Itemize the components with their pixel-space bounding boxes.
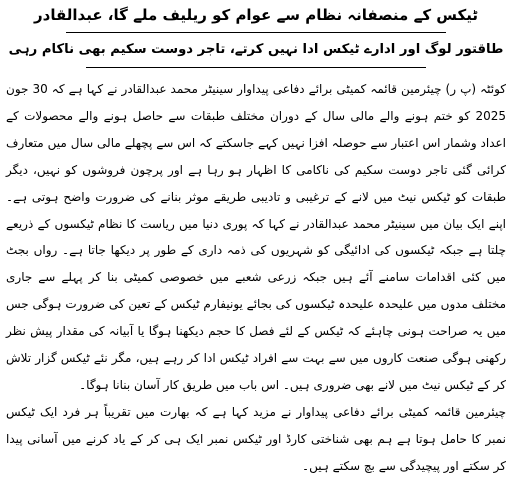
headline-line-1: ٹیکس کے منصفانہ نظام سے عوام کو ریلیف ملے گا، عبدالقادر (34, 6, 478, 24)
headline-divider-bottom (86, 67, 426, 68)
article-paragraph-2: چیئرمین قائمہ کمیٹی برائے دفاعی پیداوار نے مزید کہا ہے کہ بھارت میں تقریباً ہر فرد ایک ٹیکس نمبر کا حامل ہوتا ہے ہم بھی شناختی کارڈ اور ٹیکس نمبر ایک ہی کر کے یاد کرنے میں آسانی پیدا کر سکتے اور پیچیدگی سے بچ سکتے ہیں۔ (6, 404, 507, 473)
headline-line-2: طاقتور لوگ اور ادارے ٹیکس ادا نہیں کرتے، تاجر دوست سکیم بھی ناکام رہی (8, 42, 504, 57)
article-body (6, 76, 506, 480)
article-paragraph-1: کوئٹہ (پ ر) چیئرمین قائمہ کمیٹی برائے دفاعی پیداوار سینیٹر محمد عبدالقادر نے کہا ہے کہ 30 جون 2025 کو ختم ہونے والے مالی سال کے دوران مختلف طبقات سے حاصل ہونے والے محصولات کے اعداد وشمار اس اعتبار سے حوصلہ افزا نہیں کہے جاسکتے کہ اس سے پچھلے مالی سال میں متعارف کرائی گئی تاجر دوست سکیم کی ناکامی کا اظہار ہو رہا ہے اور پرچون فروشوں کو نہیں، دیگر طبقات کو ٹیکس نیٹ میں لانے کے ترغیبی و تادیبی طریقے موثر بنانے کی ضرورت واضح ہوتی ہے۔ اپنے ایک بیان میں سینیٹر محمد عبدالقادر نے کہا کہ پوری دنیا میں ریاست کا نظام ٹیکسوں کے ذریعے چلتا ہے جبکہ ٹیکسوں کی ادائیگی کو شہریوں کی ذمہ داری کے طور پر دیکھا جاتا ہے۔ رواں بجٹ میں کئی اقدامات سامنے آئے ہیں جبکہ زرعی شعبے میں خصوصی کمیٹی بنا کر پہلے سے جاری مختلف مدوں میں علیحدہ علیحدہ ٹیکسوں کی بجائے یونیفارم ٹیکس کے تعین کی ضرورت ہوگی جس میں یہ صراحت ہونی چاہئے کہ ٹیکس کے لئے فصل کا حجم دیکھنا ہوگا یا آبیانہ کی مقدار پیش نظر رکھنی ہوگی صنعت کاروں میں سے بہت سے افراد ٹیکس ادا کر رہے ہیں، مگر نئے ٹیکس گزار تلاش کر کے ٹیکس نیٹ میں لانے بھی ضروری ہیں۔ اس باب میں طریق کار آسان بنانا ہوگا۔ (6, 82, 507, 392)
headline-divider-top (66, 32, 446, 33)
